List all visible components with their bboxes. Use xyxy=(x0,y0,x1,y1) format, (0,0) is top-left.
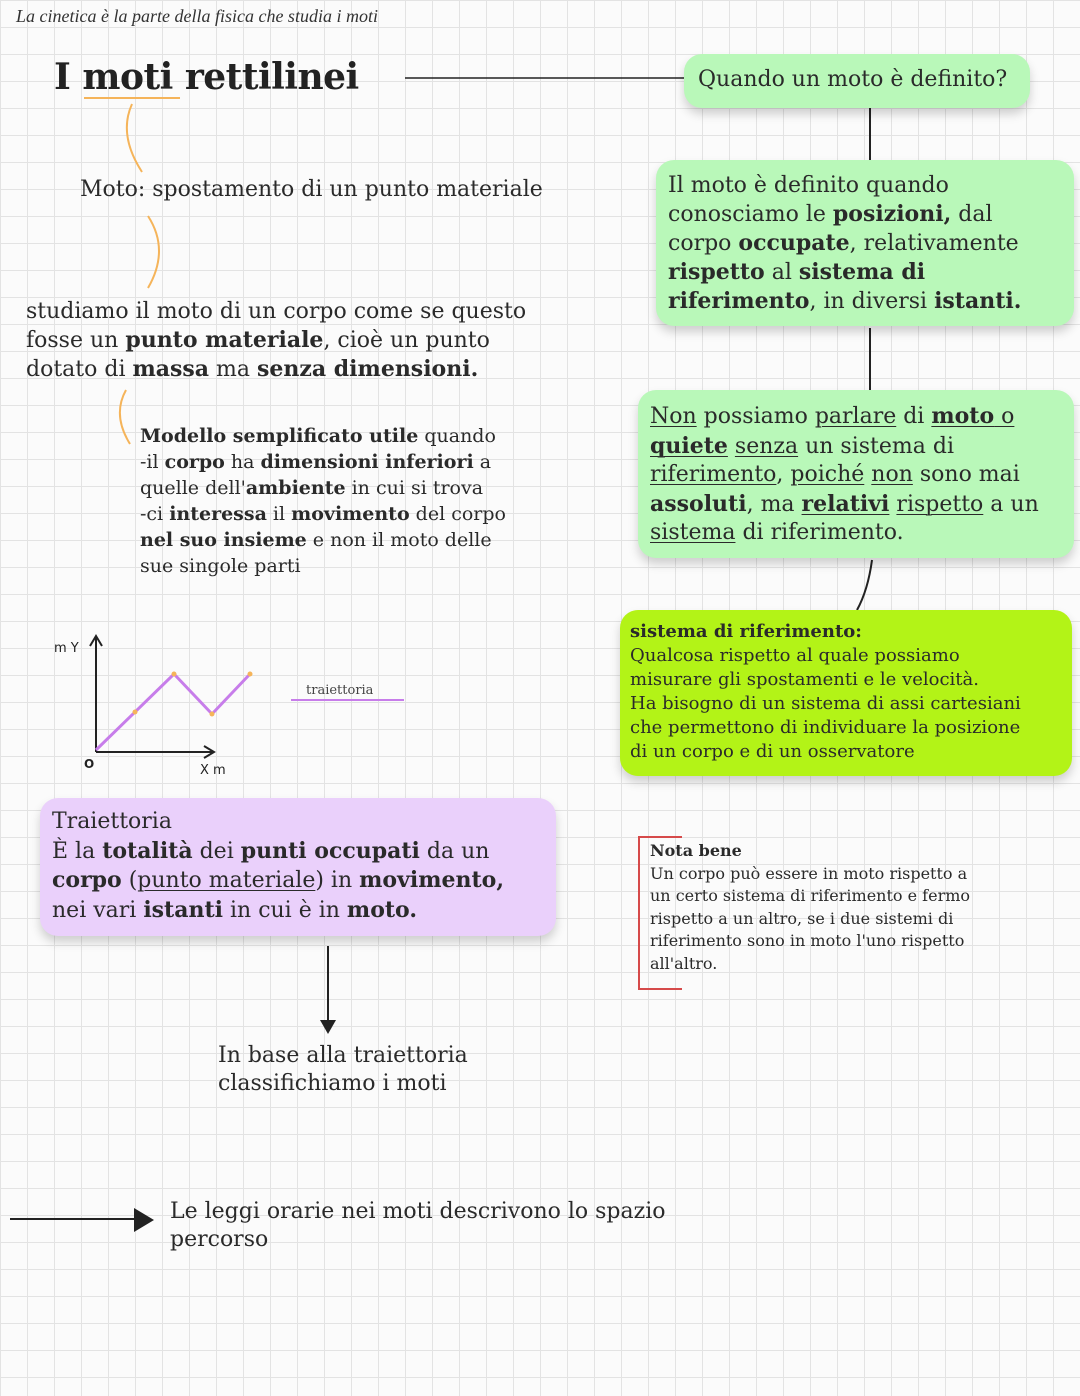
moto-definito-box: Il moto è definito quando conosciamo le posizioni, dal corpo occupate, relativamente rispetto al sistema di riferimento, in diversi istanti. xyxy=(656,160,1074,326)
y-axis-label: m Y xyxy=(54,641,79,656)
leggi-arrowhead xyxy=(134,1208,154,1232)
classifichiamo-text: In base alla traiettoria classifichiamo i moti xyxy=(218,1043,468,1096)
bracket-curve-3 xyxy=(120,390,130,444)
moto-definition: Moto: spostamento di un punto materiale xyxy=(80,177,543,202)
rel-to-sist-line xyxy=(857,560,872,610)
nota-bene-box: Nota bene Un corpo può essere in moto rispetto a un certo sistema di riferimento e fermo rispetto a un altro, se i due sistemi di riferimento sono in moto l'uno rispetto all'altro. xyxy=(638,836,1038,990)
punto-materiale-paragraph: studiamo il moto di un corpo come se questo fosse un punto materiale, cioè un punto dotato di massa ma senza dimensioni. xyxy=(26,299,527,382)
trajectory-graph xyxy=(50,628,420,778)
trajectory-point xyxy=(133,710,138,715)
modello-semplificato: Modello semplificato utile quando -il corpo ha dimensioni inferiori a quelle dell'ambiente in cui si trova -ci interessa il movimento del corpo nel suo insieme e non il moto delle sue singole parti xyxy=(140,425,506,577)
trajectory-point xyxy=(210,712,215,717)
trajectory-point xyxy=(248,672,253,677)
traiettoria-box: Traiettoria È la totalità dei punti occupati da un corpo (punto materiale) in movimento, nei vari istanti in cui è in moto. xyxy=(40,798,556,936)
nota-title: Nota bene xyxy=(650,841,742,860)
x-axis-label: X m xyxy=(200,763,226,778)
relativi-box: Non possiamo parlare di moto o quiete senza un sistema di riferimento, poiché non sono mai assoluti, ma relativi rispetto a un sistema di riferimento. xyxy=(638,390,1074,558)
trajectory-point xyxy=(172,672,177,677)
sistema-riferimento-box: sistema di riferimento: Qualcosa rispetto al quale possiamo misurare gli spostamenti e le velocità. Ha bisogno di un sistema di assi cartesiani che permettono di individuare la posizione di un corpo e di un osservatore xyxy=(620,610,1072,776)
bracket-curve-2 xyxy=(148,216,159,288)
question-box: Quando un moto è definito? xyxy=(684,54,1030,108)
origin-label: O xyxy=(84,757,95,771)
bracket-curve-1 xyxy=(127,104,142,172)
page-header: La cinetica è la parte della fisica che studia i moti xyxy=(16,6,378,26)
page-title: I moti rettilinei xyxy=(54,56,359,98)
sistema-title: sistema di riferimento: xyxy=(630,621,862,642)
leggi-orarie-text: Le leggi orarie nei moti descrivono lo spazio percorso xyxy=(170,1199,666,1252)
trajectory-line xyxy=(96,674,250,750)
traiettoria-title: Traiettoria xyxy=(52,809,172,834)
legend-label: traiettoria xyxy=(306,683,374,698)
traj-down-arrowhead xyxy=(320,1020,336,1034)
